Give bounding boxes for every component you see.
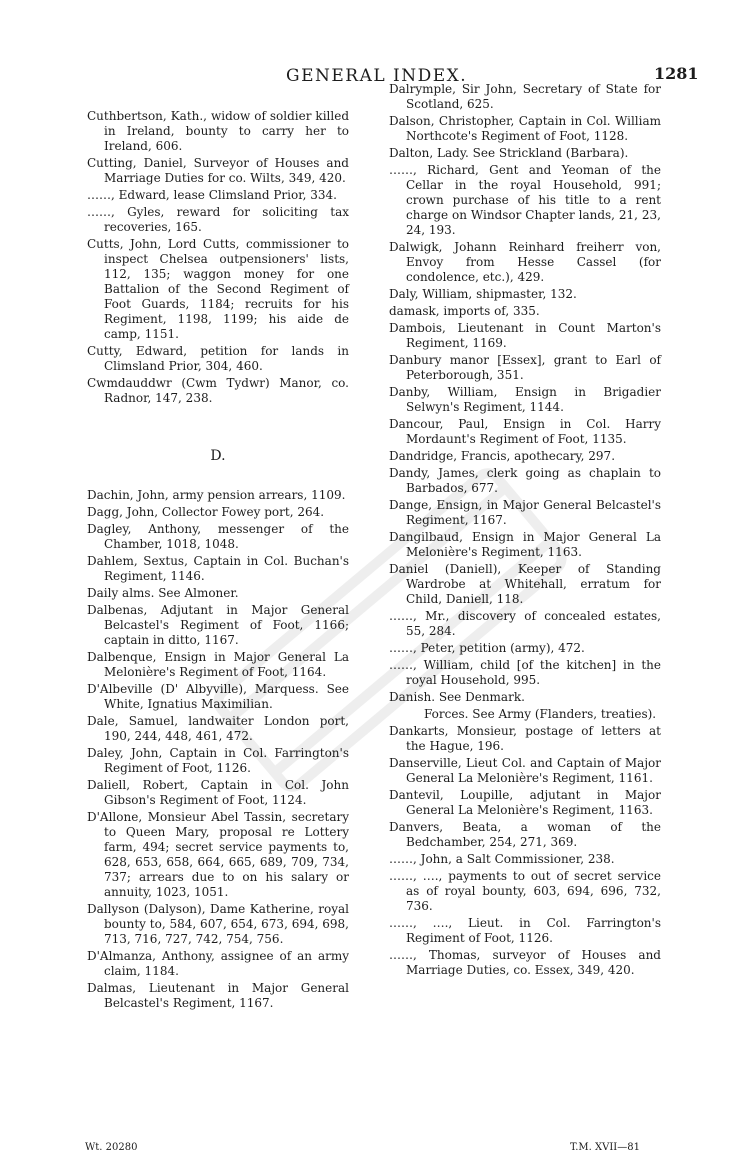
index-entry: ……, …., Lieut. in Col. Farrington's Regiment of Foot, 1126.	[389, 916, 661, 945]
index-entry: Danby, William, Ensign in Brigadier Selwyn's Regiment, 1144.	[389, 385, 661, 414]
index-entry: Dandy, James, clerk going as chaplain to Barbados, 677.	[389, 466, 661, 495]
running-title: GENERAL INDEX.	[286, 66, 468, 86]
index-entry: Danbury manor [Essex], grant to Earl of Peterborough, 351.	[389, 353, 661, 382]
index-entry: Cwmdauddwr (Cwm Tydwr) Manor, co. Radnor, 147, 238.	[87, 376, 349, 405]
index-entry: Daily alms. See Almoner.	[87, 586, 239, 600]
index-entry: Dangilbaud, Ensign in Major General La Melonière's Regiment, 1163.	[389, 530, 661, 559]
index-entry: Cutts, John, Lord Cutts, commissioner to inspect Chelsea outpensioners' lists, 112, 135; waggon money for one Battalion of the Second Regiment of Foot Guards, 1184; recruits for his Regiment, 1198, 1199; his aide de camp, 1151.	[87, 237, 349, 341]
index-entry: Danvers, Beata, a woman of the Bedchamber, 254, 271, 369.	[389, 820, 661, 849]
index-entry: ……, Richard, Gent and Yeoman of the Cellar in the royal Household, 991; crown purchase of his title to a rent charge on Windsor Chapter lands, 21, 23, 24, 193.	[389, 163, 661, 237]
index-entry: ……, Mr., discovery of concealed estates, 55, 284.	[389, 609, 661, 638]
index-entry: Cuthbertson, Kath., widow of soldier killed in Ireland, bounty to carry her to Ireland, 606.	[87, 109, 349, 153]
index-entry: ……, Peter, petition (army), 472.	[389, 641, 585, 655]
volume-signature: T.M. XVII—81	[570, 1142, 640, 1153]
index-entry: ……, William, child [of the kitchen] in the royal Household, 995.	[389, 658, 661, 687]
index-entry: Dalton, Lady. See Strickland (Barbara).	[389, 146, 629, 160]
page-number: 1281	[654, 64, 699, 83]
index-entry: Dandridge, Francis, apothecary, 297.	[389, 449, 616, 463]
index-entry: Dambois, Lieutenant in Count Marton's Regiment, 1169.	[389, 321, 661, 350]
index-entry: Cutting, Daniel, Surveyor of Houses and Marriage Duties for co. Wilts, 349, 420.	[87, 156, 349, 185]
index-entry: Danish. See Denmark.	[389, 690, 525, 704]
index-entry: D'Almanza, Anthony, assignee of an army claim, 1184.	[87, 949, 349, 978]
index-entry: D'Albeville (D' Albyville), Marquess. See White, Ignatius Maximilian.	[87, 682, 349, 711]
index-entry: ……, Gyles, reward for soliciting tax recoveries, 165.	[87, 205, 349, 234]
index-entry: Dantevil, Loupille, adjutant in Major General La Melonière's Regiment, 1163.	[389, 788, 661, 817]
index-sub-entry: Forces. See Army (Flanders, treaties).	[424, 707, 657, 721]
left-entries-a	[87, 109, 349, 406]
index-entry: Dagg, John, Collector Fowey port, 264.	[87, 505, 325, 519]
index-entry: Dalbenque, Ensign in Major General La Melonière's Regiment of Foot, 1164.	[87, 650, 349, 679]
section-letter: D.	[210, 448, 226, 464]
index-entry: ……, John, a Salt Commissioner, 238.	[389, 852, 615, 866]
index-entry: Dange, Ensign, in Major General Belcastel's Regiment, 1167.	[389, 498, 661, 527]
index-entry: Dankarts, Monsieur, postage of letters at the Hague, 196.	[389, 724, 661, 753]
index-entry: ……, Edward, lease Climsland Prior, 334.	[87, 188, 337, 202]
left-entries-b	[87, 488, 349, 1011]
index-entry: D'Allone, Monsieur Abel Tassin, secretary to Queen Mary, proposal re Lottery farm, 494; secret service payments to, 628, 653, 658, 664, 665, 689, 709, 734, 737; arrears due to on his salary or annuity, 1023, 1051.	[87, 810, 349, 899]
index-entry: ……, …., payments to out of secret service as of royal bounty, 603, 694, 696, 732, 736.	[389, 869, 661, 913]
index-entry: Danserville, Lieut Col. and Captain of Major General La Melonière's Regiment, 1161.	[389, 756, 661, 785]
index-entry: Dale, Samuel, landwaiter London port, 190, 244, 448, 461, 472.	[87, 714, 349, 743]
index-entry: Dancour, Paul, Ensign in Col. Harry Mordaunt's Regiment of Foot, 1135.	[389, 417, 661, 446]
index-entry: Daly, William, shipmaster, 132.	[389, 287, 577, 301]
index-entry: Dahlem, Sextus, Captain in Col. Buchan's Regiment, 1146.	[87, 554, 349, 583]
index-entry: damask, imports of, 335.	[389, 304, 540, 318]
index-entry: Daniel (Daniell), Keeper of Standing Wardrobe at Whitehall, erratum for Child, Daniell, 118.	[389, 562, 661, 606]
index-entry: ……, Thomas, surveyor of Houses and Marriage Duties, co. Essex, 349, 420.	[389, 948, 661, 977]
index-entry: Dalbenas, Adjutant in Major General Belcastel's Regiment of Foot, 1166; captain in ditto, 1167.	[87, 603, 349, 647]
index-entry: Dalmas, Lieutenant in Major General Belcastel's Regiment, 1167.	[87, 981, 349, 1010]
print-code: Wt. 20280	[85, 1142, 138, 1153]
right-column	[389, 82, 661, 980]
index-entry: Dallyson (Dalyson), Dame Katherine, royal bounty to, 584, 607, 654, 673, 694, 698, 713, 716, 727, 742, 754, 756.	[87, 902, 349, 946]
right-entries-b	[389, 724, 661, 978]
index-entry: Dalson, Christopher, Captain in Col. William Northcote's Regiment of Foot, 1128.	[389, 114, 661, 143]
index-entry: Dalrymple, Sir John, Secretary of State for Scotland, 625.	[389, 82, 661, 111]
index-entry: Daley, John, Captain in Col. Farrington's Regiment of Foot, 1126.	[87, 746, 349, 775]
index-entry: Cutty, Edward, petition for lands in Climsland Prior, 304, 460.	[87, 344, 349, 373]
right-entries-a	[389, 82, 661, 705]
left-column	[87, 109, 349, 1013]
index-entry: Dagley, Anthony, messenger of the Chamber, 1018, 1048.	[87, 522, 349, 551]
index-entry: Dachin, John, army pension arrears, 1109.	[87, 488, 346, 502]
index-entry: Dalwigk, Johann Reinhard freiherr von, Envoy from Hesse Cassel (for condolence, etc.), 429.	[389, 240, 661, 284]
index-entry: Daliell, Robert, Captain in Col. John Gibson's Regiment of Foot, 1124.	[87, 778, 349, 807]
